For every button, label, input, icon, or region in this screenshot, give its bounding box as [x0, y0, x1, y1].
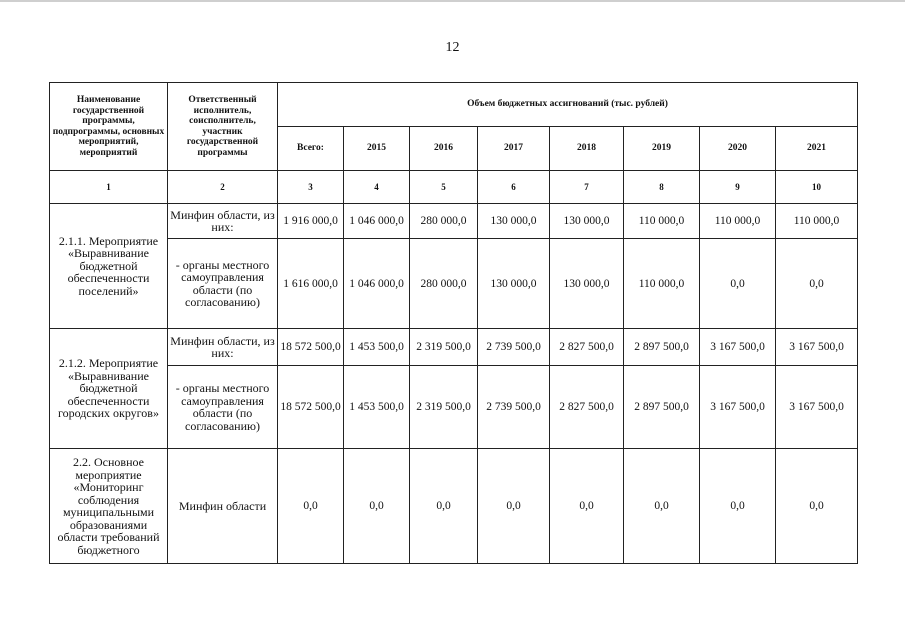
column-number: 8	[624, 171, 700, 204]
year-value-cell: 130 000,0	[478, 204, 550, 239]
table-row	[50, 239, 858, 329]
total-value-cell: 1 616 000,0	[278, 239, 344, 329]
year-value-cell: 2 739 500,0	[478, 366, 550, 449]
year-value-cell: 0,0	[776, 449, 858, 564]
year-value-cell: 0,0	[700, 239, 776, 329]
year-value-cell: 110 000,0	[624, 239, 700, 329]
year-value-cell: 130 000,0	[478, 239, 550, 329]
year-value-cell: 2 827 500,0	[550, 329, 624, 366]
year-value-cell: 110 000,0	[624, 204, 700, 239]
header-year: 2018	[550, 127, 624, 171]
table-row	[50, 449, 858, 564]
year-value-cell: 3 167 500,0	[700, 366, 776, 449]
year-value-cell: 2 319 500,0	[410, 366, 478, 449]
table-row	[50, 204, 858, 239]
column-number: 9	[700, 171, 776, 204]
column-number-row	[50, 171, 858, 204]
header-program: Наименование государственной программы, подпрограммы, основных мероприятий, мероприятий	[50, 83, 168, 171]
header-total: Всего:	[278, 127, 344, 171]
budget-table	[49, 82, 858, 564]
year-value-cell: 130 000,0	[550, 204, 624, 239]
year-value-cell: 1 046 000,0	[344, 239, 410, 329]
year-value-cell: 0,0	[776, 239, 858, 329]
page-number: 12	[445, 40, 460, 55]
column-number: 1	[50, 171, 168, 204]
year-value-cell: 110 000,0	[776, 204, 858, 239]
scan-top-edge	[0, 0, 905, 2]
year-value-cell: 0,0	[478, 449, 550, 564]
year-value-cell: 3 167 500,0	[776, 366, 858, 449]
column-number: 2	[168, 171, 278, 204]
header-year: 2019	[624, 127, 700, 171]
header-year: 2016	[410, 127, 478, 171]
total-value-cell: 0,0	[278, 449, 344, 564]
executor-cell: Минфин области, из них:	[168, 204, 278, 239]
year-value-cell: 110 000,0	[700, 204, 776, 239]
header-year: 2020	[700, 127, 776, 171]
table-row	[50, 366, 858, 449]
year-value-cell: 0,0	[624, 449, 700, 564]
year-value-cell: 0,0	[344, 449, 410, 564]
year-value-cell: 0,0	[550, 449, 624, 564]
event-name-cell: 2.1.2. Мероприятие «Выравнивание бюджетной обеспеченности городских округов»	[50, 329, 168, 449]
column-number: 6	[478, 171, 550, 204]
year-value-cell: 1 453 500,0	[344, 329, 410, 366]
executor-cell: - органы местного самоуправления области (по согласованию)	[168, 366, 278, 449]
event-name-cell: 2.2. Основное мероприятие «Мониторинг соблюдения муниципальными образованиями области требований бюджетного	[50, 449, 168, 564]
total-value-cell: 1 916 000,0	[278, 204, 344, 239]
header-executor: Ответственный исполнитель, соисполнитель, участник государственной программы	[168, 83, 278, 171]
executor-cell: Минфин области	[168, 449, 278, 564]
executor-cell: - органы местного самоуправления области (по согласованию)	[168, 239, 278, 329]
column-number: 10	[776, 171, 858, 204]
year-value-cell: 2 739 500,0	[478, 329, 550, 366]
header-budget: Объем бюджетных ассигнований (тыс. рублей)	[278, 83, 858, 127]
table-row	[50, 329, 858, 366]
year-value-cell: 2 897 500,0	[624, 366, 700, 449]
executor-cell: Минфин области, из них:	[168, 329, 278, 366]
year-value-cell: 1 453 500,0	[344, 366, 410, 449]
column-number: 4	[344, 171, 410, 204]
year-value-cell: 280 000,0	[410, 239, 478, 329]
year-value-cell: 3 167 500,0	[776, 329, 858, 366]
header-year: 2021	[776, 127, 858, 171]
header-row	[50, 83, 858, 127]
year-value-cell: 0,0	[410, 449, 478, 564]
year-value-cell: 1 046 000,0	[344, 204, 410, 239]
year-value-cell: 2 827 500,0	[550, 366, 624, 449]
year-value-cell: 2 319 500,0	[410, 329, 478, 366]
year-value-cell: 3 167 500,0	[700, 329, 776, 366]
column-number: 3	[278, 171, 344, 204]
total-value-cell: 18 572 500,0	[278, 366, 344, 449]
total-value-cell: 18 572 500,0	[278, 329, 344, 366]
year-value-cell: 0,0	[700, 449, 776, 564]
header-year: 2017	[478, 127, 550, 171]
event-name-cell: 2.1.1. Мероприятие «Выравнивание бюджетной обеспеченности поселений»	[50, 204, 168, 329]
year-value-cell: 2 897 500,0	[624, 329, 700, 366]
year-value-cell: 130 000,0	[550, 239, 624, 329]
column-number: 7	[550, 171, 624, 204]
year-value-cell: 280 000,0	[410, 204, 478, 239]
header-year: 2015	[344, 127, 410, 171]
column-number: 5	[410, 171, 478, 204]
